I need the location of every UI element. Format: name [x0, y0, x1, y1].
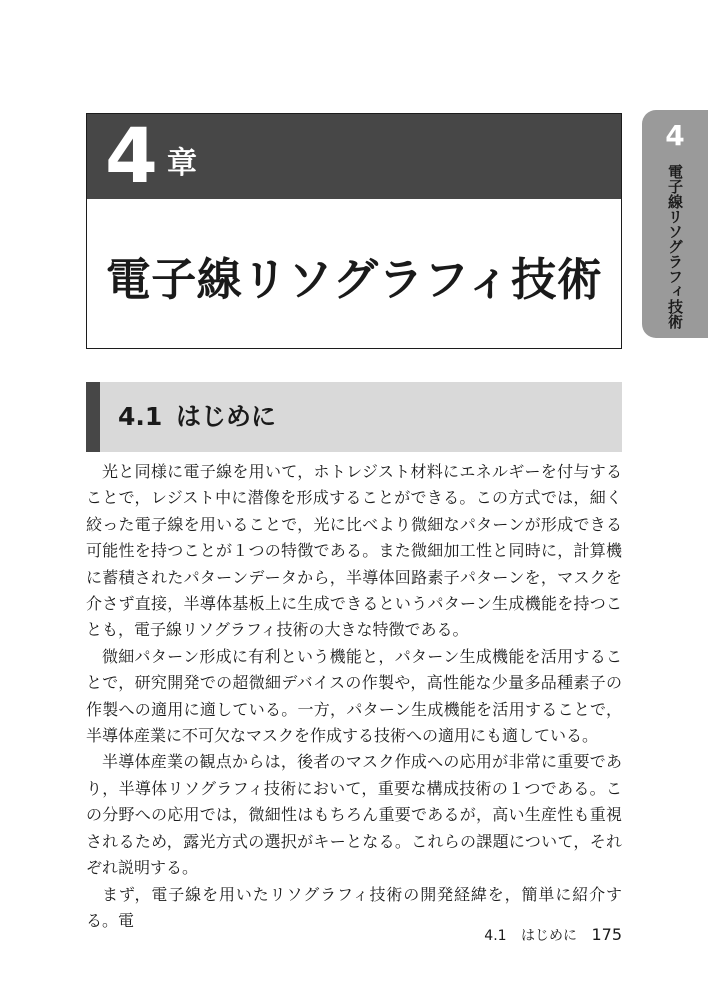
paragraph: まず，電子線を用いたリソグラフィ技術の開発経緯を，簡単に紹介する。電 — [86, 884, 622, 930]
paragraph: 光と同様に電子線を用いて，ホトレジスト材料にエネルギーを付与することで，レジスト中に潜像を形成することができる。この方式では，細く絞った電子線を用いることで，光に比べより微細なパターンが形成できる可能性を持つことが１つの特徴である。また微細加工性と同時に，計算機に蓄積されたパターンデータから，半導体回路素子パターンを，マスクを介さず直接，半導体基板上に生成できるというパターン生成機能を持つことも，電子線リソグラフィ技術の大きな特徴である。 — [86, 462, 622, 640]
section-number: 4.1 — [118, 402, 163, 431]
chapter-band — [87, 111, 621, 200]
chapter-number: 4 — [105, 111, 158, 200]
footer-section-number: 4.1 — [484, 928, 507, 944]
side-tab-title: 電子線リソグラフィ技術 — [666, 164, 684, 329]
paragraph: 半導体産業の観点からは，後者のマスク作成への応用が非常に重要であり，半導体リソグラフィ技術において，重要な構成技術の１つである。この分野への応用では，微細性はもちろん重要であるが，高い生産性も重視されるため，露光方式の選択がキーとなる。これらの課題について，それぞれ説明する。 — [86, 752, 622, 878]
section-accent-bar — [86, 382, 100, 452]
page-footer — [484, 924, 622, 947]
side-tab-number: 4 — [665, 119, 685, 152]
chapter-title: 電子線リソグラフィ技術 — [105, 253, 603, 306]
chapter-label: 章 — [167, 146, 197, 181]
paragraph: 微細パターン形成に有利という機能と，パターン生成機能を活用することで，研究開発での超微細デバイスの作製や，高性能な少量多品種素子の作製への適用に適している。一方，パターン生成機能を活用することで，半導体産業に不可欠なマスクを作成する技術への適用にも適している。 — [86, 646, 622, 746]
footer-section-title: はじめに — [521, 928, 577, 944]
page-number: 175 — [591, 925, 622, 944]
section-title: はじめに — [176, 402, 277, 431]
chapter-side-tab — [642, 110, 708, 338]
section-heading — [86, 382, 622, 452]
chapter-heading-box — [86, 113, 622, 349]
body-text — [86, 459, 622, 934]
